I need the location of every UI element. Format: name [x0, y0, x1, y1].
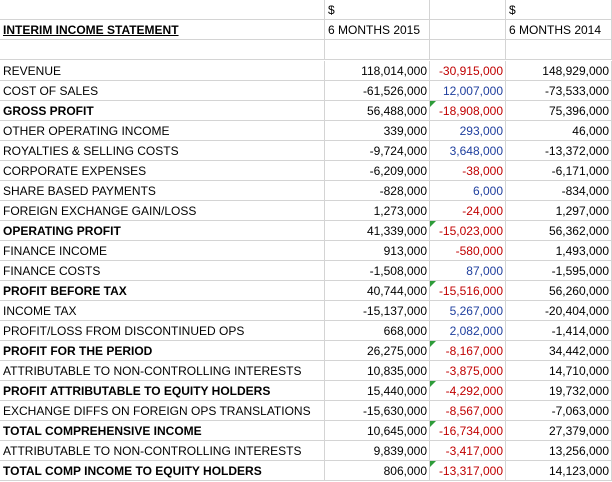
row-label[interactable]: OPERATING PROFIT [0, 221, 325, 241]
row-label[interactable]: TOTAL COMP INCOME TO EQUITY HOLDERS [0, 461, 325, 481]
row-label[interactable]: FINANCE COSTS [0, 261, 325, 281]
value-difference[interactable] [430, 81, 506, 101]
error-indicator-icon[interactable] [430, 101, 436, 107]
value-difference[interactable] [430, 201, 506, 221]
value-2014[interactable]: 46,000 [506, 121, 612, 141]
value-difference[interactable] [430, 301, 506, 321]
value-difference[interactable] [430, 221, 506, 241]
value-2015[interactable]: 118,014,000 [325, 61, 430, 81]
column-header-2014[interactable]: 6 MONTHS 2014 [506, 20, 612, 40]
value-2014[interactable]: 148,929,000 [506, 61, 612, 81]
value-difference[interactable] [430, 101, 506, 121]
value-difference[interactable] [430, 261, 506, 281]
value-2014[interactable]: -834,000 [506, 181, 612, 201]
error-indicator-icon[interactable] [430, 421, 436, 427]
value-difference[interactable] [430, 161, 506, 181]
value-2014[interactable]: -7,063,000 [506, 401, 612, 421]
difference-text: -24,000 [462, 204, 503, 218]
value-2014[interactable]: 13,256,000 [506, 441, 612, 461]
table-row [0, 441, 612, 461]
difference-text: -38,000 [462, 164, 503, 178]
cell-empty[interactable] [430, 0, 506, 20]
difference-text: 6,000 [472, 184, 503, 198]
value-2014[interactable]: 14,710,000 [506, 361, 612, 381]
value-2014[interactable]: -6,171,000 [506, 161, 612, 181]
row-label[interactable]: ATTRIBUTABLE TO NON-CONTROLLING INTERESTS [0, 361, 325, 381]
table-row [0, 421, 612, 441]
error-indicator-icon[interactable] [430, 221, 436, 227]
error-indicator-icon[interactable] [430, 461, 436, 467]
value-2015[interactable]: -61,526,000 [325, 81, 430, 101]
currency-symbol-2015[interactable]: $ [325, 0, 430, 20]
difference-text: 12,007,000 [442, 84, 503, 98]
row-label[interactable]: PROFIT ATTRIBUTABLE TO EQUITY HOLDERS [0, 381, 325, 401]
value-2014[interactable]: -20,404,000 [506, 301, 612, 321]
table-row [0, 381, 612, 401]
value-2014[interactable]: 19,732,000 [506, 381, 612, 401]
value-2014[interactable]: -73,533,000 [506, 81, 612, 101]
table-row [0, 301, 612, 321]
value-2015[interactable]: 26,275,000 [325, 341, 430, 361]
table-row [0, 101, 612, 121]
header-row [0, 20, 612, 40]
value-2015[interactable]: 15,440,000 [325, 381, 430, 401]
value-2014[interactable]: 34,442,000 [506, 341, 612, 361]
difference-text: 2,082,000 [449, 324, 503, 338]
cell-empty[interactable] [506, 40, 612, 60]
value-2014[interactable]: -1,595,000 [506, 261, 612, 281]
difference-text: -3,875,000 [445, 364, 503, 378]
value-difference[interactable] [430, 341, 506, 361]
column-header-2015[interactable]: 6 MONTHS 2015 [325, 20, 430, 40]
currency-row [0, 0, 612, 20]
value-difference[interactable] [430, 461, 506, 481]
value-2015[interactable]: -6,209,000 [325, 161, 430, 181]
table-row [0, 361, 612, 381]
table-row [0, 81, 612, 101]
row-label[interactable]: INCOME TAX [0, 301, 325, 321]
value-2015[interactable]: 10,645,000 [325, 421, 430, 441]
table-row [0, 161, 612, 181]
row-label[interactable]: COST OF SALES [0, 81, 325, 101]
cell-empty[interactable] [430, 40, 506, 60]
value-2015[interactable]: -15,137,000 [325, 301, 430, 321]
difference-text: -15,023,000 [438, 224, 503, 238]
table-row [0, 401, 612, 421]
table-row [0, 461, 612, 481]
difference-text: -30,915,000 [438, 64, 503, 78]
statement-title[interactable]: INTERIM INCOME STATEMENT [0, 20, 325, 40]
value-2015[interactable]: -828,000 [325, 181, 430, 201]
difference-text: -580,000 [455, 244, 503, 258]
row-label[interactable]: OTHER OPERATING INCOME [0, 121, 325, 141]
difference-text: 3,648,000 [449, 144, 503, 158]
value-2015[interactable]: 913,000 [325, 241, 430, 261]
value-difference[interactable] [430, 321, 506, 341]
difference-text: -16,734,000 [438, 424, 503, 438]
blank-row [0, 40, 612, 60]
table-row [0, 261, 612, 281]
table-row [0, 121, 612, 141]
value-2015[interactable]: -9,724,000 [325, 141, 430, 161]
table-row [0, 281, 612, 301]
value-2014[interactable]: -1,414,000 [506, 321, 612, 341]
row-label[interactable]: FOREIGN EXCHANGE GAIN/LOSS [0, 201, 325, 221]
row-label[interactable]: PROFIT BEFORE TAX [0, 281, 325, 301]
table-row [0, 181, 612, 201]
value-2015[interactable]: 40,744,000 [325, 281, 430, 301]
value-2014[interactable]: 1,297,000 [506, 201, 612, 221]
value-2014[interactable]: 56,260,000 [506, 281, 612, 301]
value-2015[interactable]: 806,000 [325, 461, 430, 481]
cell-empty[interactable] [430, 20, 506, 40]
value-2015[interactable]: 41,339,000 [325, 221, 430, 241]
value-2015[interactable]: 668,000 [325, 321, 430, 341]
row-label[interactable]: FINANCE INCOME [0, 241, 325, 261]
value-difference[interactable] [430, 281, 506, 301]
difference-text: -18,908,000 [438, 104, 503, 118]
error-indicator-icon[interactable] [430, 341, 436, 347]
value-2015[interactable]: 1,273,000 [325, 201, 430, 221]
value-difference[interactable] [430, 401, 506, 421]
cell-empty[interactable] [0, 40, 325, 60]
row-label[interactable]: PROFIT/LOSS FROM DISCONTINUED OPS [0, 321, 325, 341]
cell-empty[interactable] [325, 40, 430, 60]
difference-text: -3,417,000 [445, 444, 503, 458]
difference-text: -13,317,000 [438, 464, 503, 478]
value-difference[interactable] [430, 241, 506, 261]
value-2014[interactable]: 56,362,000 [506, 221, 612, 241]
table-row [0, 341, 612, 361]
value-2015[interactable]: -1,508,000 [325, 261, 430, 281]
value-difference[interactable] [430, 441, 506, 461]
row-label[interactable]: TOTAL COMPREHENSIVE INCOME [0, 421, 325, 441]
error-indicator-icon[interactable] [430, 381, 436, 387]
row-label[interactable]: GROSS PROFIT [0, 101, 325, 121]
difference-text: 87,000 [466, 264, 503, 278]
row-label[interactable]: SHARE BASED PAYMENTS [0, 181, 325, 201]
value-2014[interactable]: 27,379,000 [506, 421, 612, 441]
difference-text: -8,567,000 [445, 404, 503, 418]
cell-empty[interactable] [0, 0, 325, 20]
table-row [0, 201, 612, 221]
value-2014[interactable]: 14,123,000 [506, 461, 612, 481]
table-row [0, 321, 612, 341]
row-label[interactable]: ATTRIBUTABLE TO NON-CONTROLLING INTERESTS [0, 441, 325, 461]
table-row [0, 61, 612, 81]
currency-symbol-2014[interactable]: $ [506, 0, 612, 20]
value-difference[interactable] [430, 361, 506, 381]
value-2015[interactable]: 9,839,000 [325, 441, 430, 461]
table-row [0, 241, 612, 261]
value-2014[interactable]: -13,372,000 [506, 141, 612, 161]
value-2015[interactable]: -15,630,000 [325, 401, 430, 421]
error-indicator-icon[interactable] [430, 281, 436, 287]
table-row [0, 141, 612, 161]
value-2015[interactable]: 339,000 [325, 121, 430, 141]
row-label[interactable]: ROYALTIES & SELLING COSTS [0, 141, 325, 161]
row-label[interactable]: EXCHANGE DIFFS ON FOREIGN OPS TRANSLATIONS [0, 401, 325, 421]
difference-text: -15,516,000 [438, 284, 503, 298]
value-2015[interactable]: 10,835,000 [325, 361, 430, 381]
value-difference[interactable] [430, 61, 506, 81]
value-difference[interactable] [430, 421, 506, 441]
difference-text: -8,167,000 [445, 344, 503, 358]
difference-text: 293,000 [459, 124, 503, 138]
value-2014[interactable]: 1,493,000 [506, 241, 612, 261]
row-label[interactable]: CORPORATE EXPENSES [0, 161, 325, 181]
table-row [0, 221, 612, 241]
value-difference[interactable] [430, 141, 506, 161]
value-2015[interactable]: 56,488,000 [325, 101, 430, 121]
difference-text: -4,292,000 [445, 384, 503, 398]
value-difference[interactable] [430, 381, 506, 401]
difference-text: 5,267,000 [449, 304, 503, 318]
value-2014[interactable]: 75,396,000 [506, 101, 612, 121]
row-label[interactable]: PROFIT FOR THE PERIOD [0, 341, 325, 361]
row-label[interactable]: REVENUE [0, 61, 325, 81]
value-difference[interactable] [430, 181, 506, 201]
value-difference[interactable] [430, 121, 506, 141]
